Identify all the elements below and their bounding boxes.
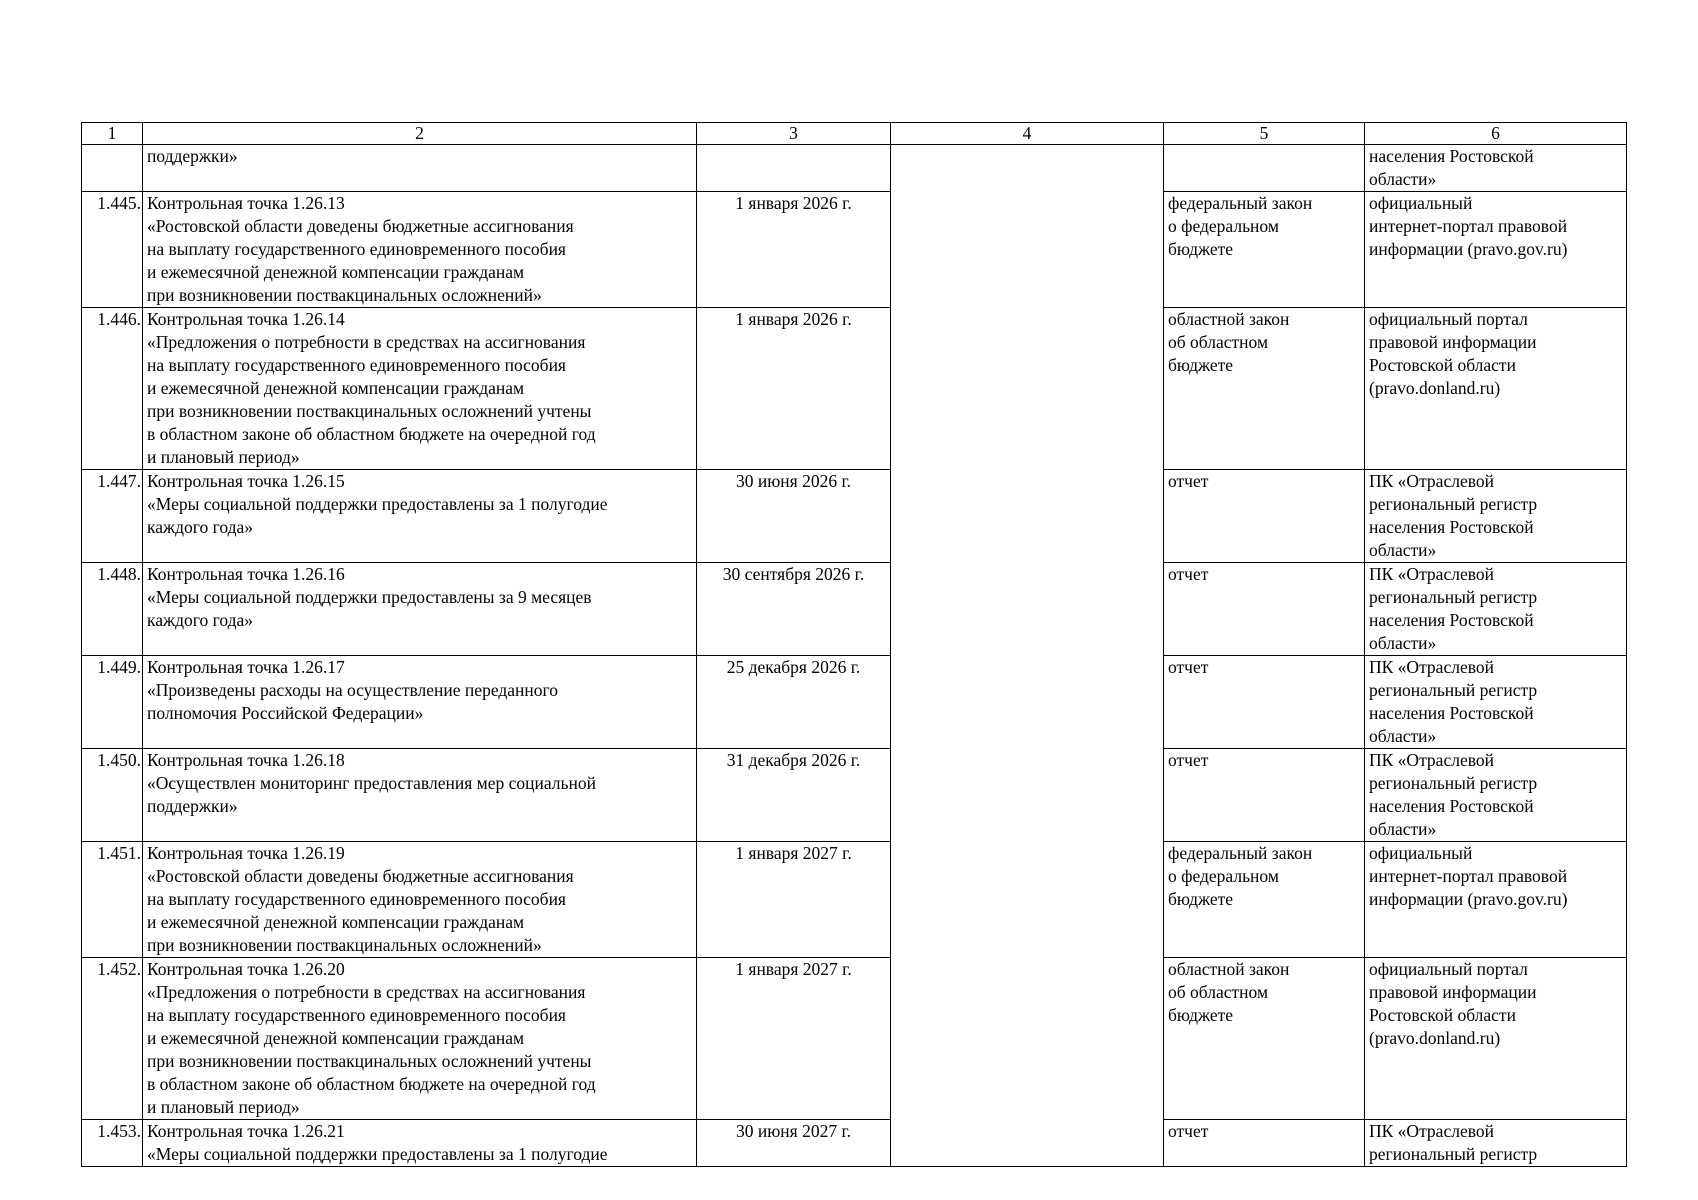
row-description: Контрольная точка 1.26.18 «Осуществлен мониторинг предоставления мер социальной поддержки» — [143, 749, 697, 842]
row-date: 1 января 2027 г. — [697, 958, 891, 1120]
row-number: 1.445. — [82, 192, 143, 308]
row-date: 1 января 2026 г. — [697, 308, 891, 470]
row-description: Контрольная точка 1.26.15 «Меры социальной поддержки предоставлены за 1 полугодие каждого года» — [143, 470, 697, 563]
row-number: 1.452. — [82, 958, 143, 1120]
row-date: 25 декабря 2026 г. — [697, 656, 891, 749]
row-document-basis: федеральный закон о федеральном бюджете — [1164, 842, 1365, 958]
row-number: 1.449. — [82, 656, 143, 749]
row-document-basis: отчет — [1164, 749, 1365, 842]
column-number-row — [82, 123, 1627, 145]
row-number: 1.451. — [82, 842, 143, 958]
row-description: Контрольная точка 1.26.20 «Предложения о потребности в средствах на ассигнования на выплату государственного единовременного пособия и ежемесячной денежной компенсации гражданам при возникновении поствакцинальных осложнений учтены в областном законе об областном бюджете на очередной год и плановый период» — [143, 958, 697, 1120]
column-number-1: 1 — [82, 123, 143, 145]
table-row — [82, 1120, 1627, 1167]
row-date: 1 января 2026 г. — [697, 192, 891, 308]
row-number: 1.448. — [82, 563, 143, 656]
row-document-basis: отчет — [1164, 470, 1365, 563]
table-row — [82, 842, 1627, 958]
table-row — [82, 145, 1627, 192]
row-date: 30 июня 2026 г. — [697, 470, 891, 563]
row-description: поддержки» — [143, 145, 697, 192]
column-number-2: 2 — [143, 123, 697, 145]
responsible-column-empty — [891, 145, 1164, 1167]
table-row — [82, 563, 1627, 656]
row-information-source: ПК «Отраслевой региональный регистр — [1365, 1120, 1627, 1167]
table-row — [82, 958, 1627, 1120]
row-date: 31 декабря 2026 г. — [697, 749, 891, 842]
column-number-3: 3 — [697, 123, 891, 145]
row-document-basis: федеральный закон о федеральном бюджете — [1164, 192, 1365, 308]
row-information-source: официальный портал правовой информации Ростовской области (pravo.donland.ru) — [1365, 308, 1627, 470]
row-information-source: официальный интернет-портал правовой информации (pravo.gov.ru) — [1365, 192, 1627, 308]
row-description: Контрольная точка 1.26.16 «Меры социальной поддержки предоставлены за 9 месяцев каждого года» — [143, 563, 697, 656]
row-number: 1.447. — [82, 470, 143, 563]
column-number-4: 4 — [891, 123, 1164, 145]
row-information-source: населения Ростовской области» — [1365, 145, 1627, 192]
table-row — [82, 308, 1627, 470]
row-number: 1.450. — [82, 749, 143, 842]
row-description: Контрольная точка 1.26.13 «Ростовской области доведены бюджетные ассигнования на выплату государственного единовременного пособия и ежемесячной денежной компенсации гражданам при возникновении поствакцинальных осложнений» — [143, 192, 697, 308]
row-information-source: ПК «Отраслевой региональный регистр населения Ростовской области» — [1365, 563, 1627, 656]
row-document-basis: областной закон об областном бюджете — [1164, 958, 1365, 1120]
row-number: 1.446. — [82, 308, 143, 470]
row-number: 1.453. — [82, 1120, 143, 1167]
row-information-source: официальный интернет-портал правовой информации (pravo.gov.ru) — [1365, 842, 1627, 958]
table-row — [82, 192, 1627, 308]
row-information-source: ПК «Отраслевой региональный регистр населения Ростовской области» — [1365, 749, 1627, 842]
row-description: Контрольная точка 1.26.19 «Ростовской области доведены бюджетные ассигнования на выплату государственного единовременного пособия и ежемесячной денежной компенсации гражданам при возникновении поствакцинальных осложнений» — [143, 842, 697, 958]
row-date: 30 сентября 2026 г. — [697, 563, 891, 656]
row-number — [82, 145, 143, 192]
row-document-basis: отчет — [1164, 1120, 1365, 1167]
row-information-source: ПК «Отраслевой региональный регистр населения Ростовской области» — [1365, 656, 1627, 749]
row-date: 1 января 2027 г. — [697, 842, 891, 958]
row-description: Контрольная точка 1.26.21 «Меры социальной поддержки предоставлены за 1 полугодие — [143, 1120, 697, 1167]
table-row — [82, 470, 1627, 563]
row-document-basis: отчет — [1164, 563, 1365, 656]
row-document-basis: областной закон об областном бюджете — [1164, 308, 1365, 470]
row-information-source: ПК «Отраслевой региональный регистр населения Ростовской области» — [1365, 470, 1627, 563]
control-points-table — [81, 122, 1627, 1167]
row-description: Контрольная точка 1.26.14 «Предложения о потребности в средствах на ассигнования на выплату государственного единовременного пособия и ежемесячной денежной компенсации гражданам при возникновении поствакцинальных осложнений учтены в областном законе об областном бюджете на очередной год и плановый период» — [143, 308, 697, 470]
column-number-6: 6 — [1365, 123, 1627, 145]
row-date: 30 июня 2027 г. — [697, 1120, 891, 1167]
row-description: Контрольная точка 1.26.17 «Произведены расходы на осуществление переданного полномочия Российской Федерации» — [143, 656, 697, 749]
column-number-5: 5 — [1164, 123, 1365, 145]
row-information-source: официальный портал правовой информации Ростовской области (pravo.donland.ru) — [1365, 958, 1627, 1120]
row-document-basis: отчет — [1164, 656, 1365, 749]
table-row — [82, 656, 1627, 749]
table-row — [82, 749, 1627, 842]
row-date — [697, 145, 891, 192]
row-document-basis — [1164, 145, 1365, 192]
